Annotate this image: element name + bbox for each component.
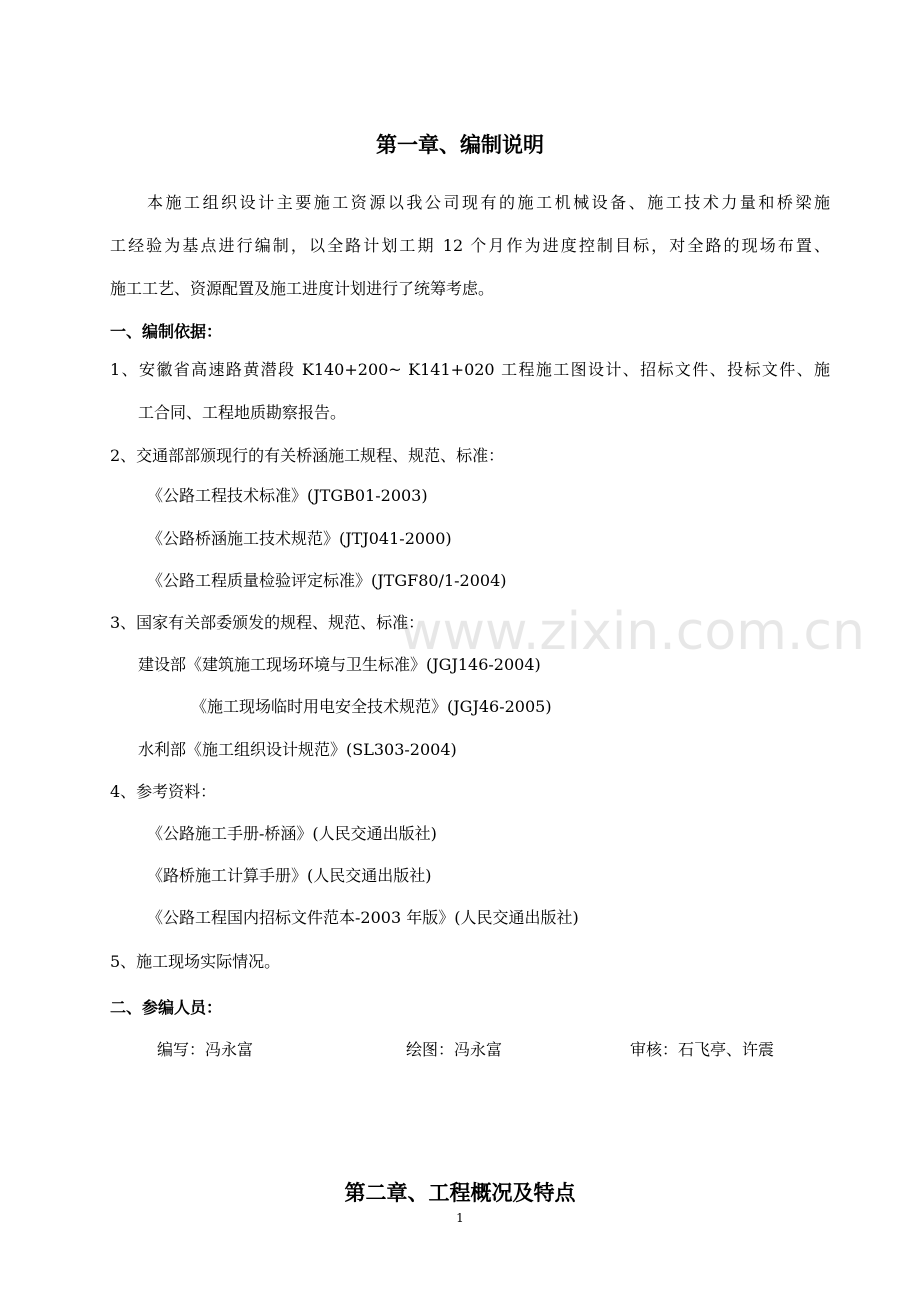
basis-item-1-line: 工合同、工程地质勘察报告。 [138, 403, 347, 422]
standard-reference: 水利部《施工组织设计规范》(SL303-2004) [138, 740, 457, 759]
chapter-1-title: 第一章、编制说明 [376, 133, 544, 157]
watermark: www.zixin.com.cn [400, 602, 865, 662]
section-heading-basis: 一、编制依据： [110, 322, 223, 341]
basis-item-2-label: 2、交通部部颁现行的有关桥涵施工规程、规范、标准： [110, 446, 505, 465]
page-number: 1 [456, 1211, 464, 1225]
reference-material: 《公路施工手册-桥涵》(人民交通出版社) [147, 824, 437, 843]
basis-item-5: 5、施工现场实际情况。 [110, 952, 281, 971]
staff-writer: 编写：冯永富 [157, 1040, 254, 1059]
reference-material: 《公路工程国内招标文件范本-2003 年版》(人民交通出版社) [147, 908, 579, 927]
basis-item-3-label: 3、国家有关部委颁发的规程、规范、标准： [110, 613, 425, 632]
chapter-2-title: 第二章、工程概况及特点 [344, 1181, 576, 1205]
reference-material: 《路桥施工计算手册》(人民交通出版社) [147, 866, 432, 885]
intro-line: 本施工组织设计主要施工资源以我公司现有的施工机械设备、施工技术力量和桥梁施 [147, 193, 830, 212]
standard-reference: 建设部《建筑施工现场环境与卫生标准》(JGJ146-2004) [138, 655, 541, 674]
staff-drawer: 绘图：冯永富 [406, 1040, 503, 1059]
intro-line: 施工工艺、资源配置及施工进度计划进行了统筹考虑。 [110, 279, 495, 298]
standard-reference: 《公路桥涵施工技术规范》(JTJ041-2000) [147, 529, 452, 548]
section-heading-staff: 二、参编人员： [110, 998, 223, 1017]
intro-line: 工经验为基点进行编制，以全路计划工期 12 个月作为进度控制目标，对全路的现场布置、 [110, 236, 830, 255]
standard-reference: 《施工现场临时用电安全技术规范》(JGJ46-2005) [191, 697, 552, 716]
basis-item-1-line: 1、安徽省高速路黄潜段 K140+200~ K141+020 工程施工图设计、招标文件、投标文件、施 [110, 360, 830, 379]
basis-item-4-label: 4、参考资料： [110, 782, 217, 801]
standard-reference: 《公路工程技术标准》(JTGB01-2003) [147, 486, 428, 505]
staff-reviewer: 审核：石飞亭、许震 [630, 1040, 775, 1059]
standard-reference: 《公路工程质量检验评定标准》(JTGF80/1-2004) [147, 571, 507, 590]
